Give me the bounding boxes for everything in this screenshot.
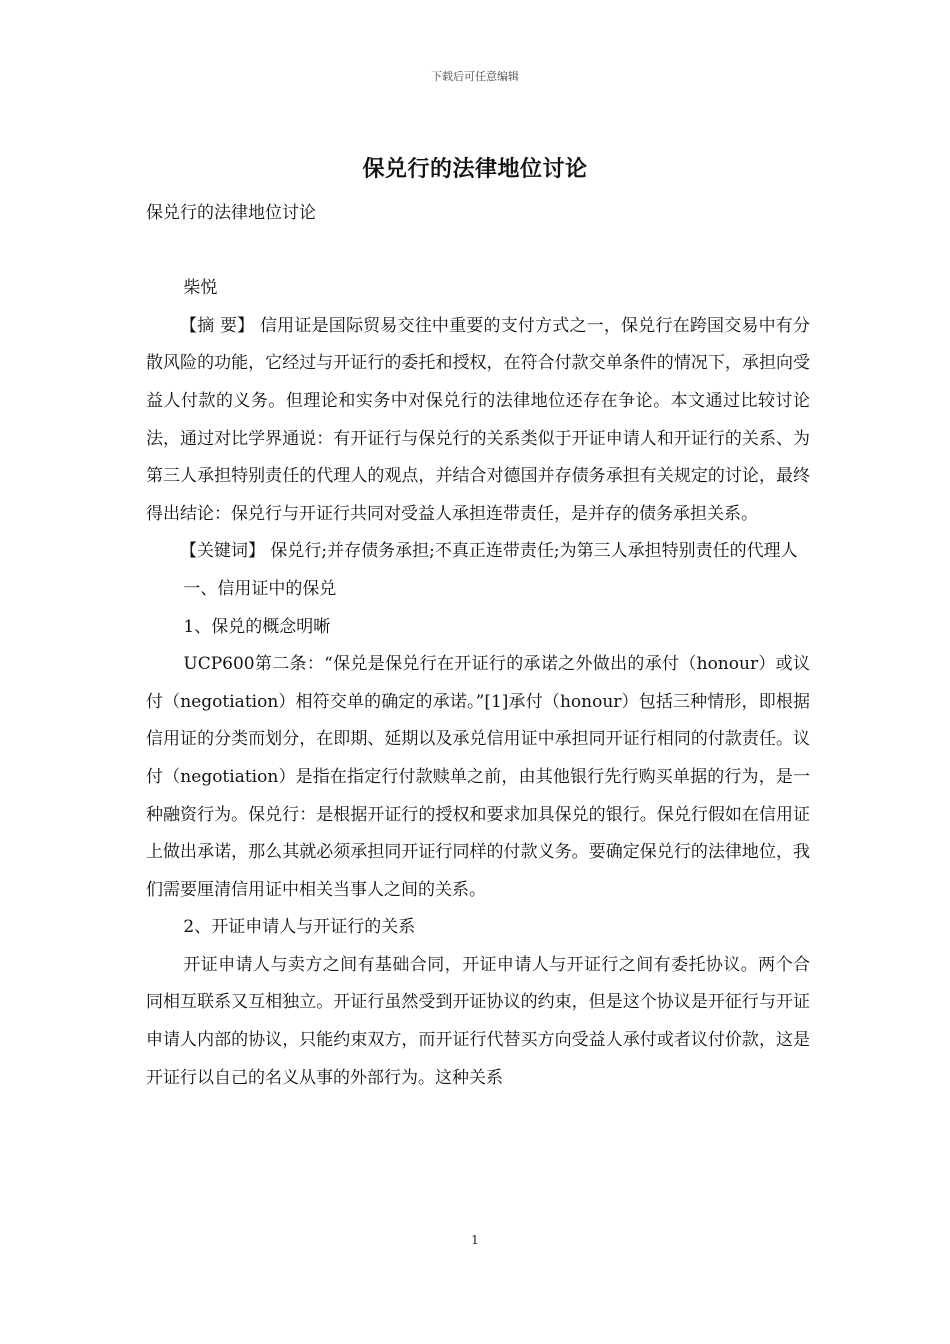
abstract-text: 信用证是国际贸易交往中重要的支付方式之一，保兑行在跨国交易中有分散风险的功能，它经过与开证行的委托和授权，在符合付款交单条件的情况下，承担向受益人付款的义务。但理论和实务中对保兑行的法律地位还存在争论。本文通过比较讨论法，通过对比学界通说：有开证行与保兑行的关系类似于开证申请人和开证行的关系、为第三人承担特别责任的代理人的观点，并结合对德国并存债务承担有关规定的讨论，最终得出结论：保兑行与开证行共同对受益人承担连带责任，是并存的债务承担关系。 xyxy=(146,315,810,524)
abstract-label: 【摘 要】 xyxy=(180,315,255,336)
abstract-paragraph xyxy=(146,308,810,534)
section-heading: 一、信用证中的保兑 xyxy=(183,578,337,599)
subsection-heading: 1、保兑的概念明晰 xyxy=(183,616,331,637)
subtitle: 保兑行的法律地位讨论 xyxy=(146,203,316,223)
keywords-text: 保兑行;并存债务承担;不真正连带责任;为第三人承担特别责任的代理人 xyxy=(265,541,798,562)
author: 柴悦 xyxy=(183,278,218,299)
blank-line xyxy=(146,233,810,271)
body-paragraph: 开证申请人与卖方之间有基础合同，开证申请人与开证行之间有委托协议。两个合同相互联系又互相独立。开证行虽然受到开证协议的约束，但是这个协议是开征行与开证申请人内部的协议，只能约束双方，而开证行代替买方向受益人承付或者议付价款，这是开证行以自己的名义从事的外部行为。这种关系 xyxy=(146,954,810,1088)
subsection-heading: 2、开证申请人与开证行的关系 xyxy=(183,917,416,938)
document-body xyxy=(146,195,810,1097)
body-paragraph: UCP600第二条：“保兑是保兑行在开证行的承诺之外做出的承付（honour）或议付（negotiation）相符交单的确定的承诺。”[1]承付（honour）包括三种情形，即根据信用证的分类而划分，在即期、延期以及承兑信用证中承担同开证行相同的付款责任。议付（negotiation）是指在指定行付款赎单之前，由其他银行先行购买单据的行为，是一种融资行为。保兑行：是根据开证行的授权和要求加具保兑的银行。保兑行假如在信用证上做出承诺，那么其就必须承担同开证行同样的付款义务。要确定保兑行的法律地位，我们需要厘清信用证中相关当事人之间的关系。 xyxy=(146,654,810,900)
page-number: 1 xyxy=(471,1233,479,1247)
keywords-label: 【关键词】 xyxy=(180,541,265,562)
document-title: 保兑行的法律地位讨论 xyxy=(362,156,588,182)
header-note: 下载后可任意编辑 xyxy=(431,70,519,83)
keywords-paragraph xyxy=(146,533,810,571)
